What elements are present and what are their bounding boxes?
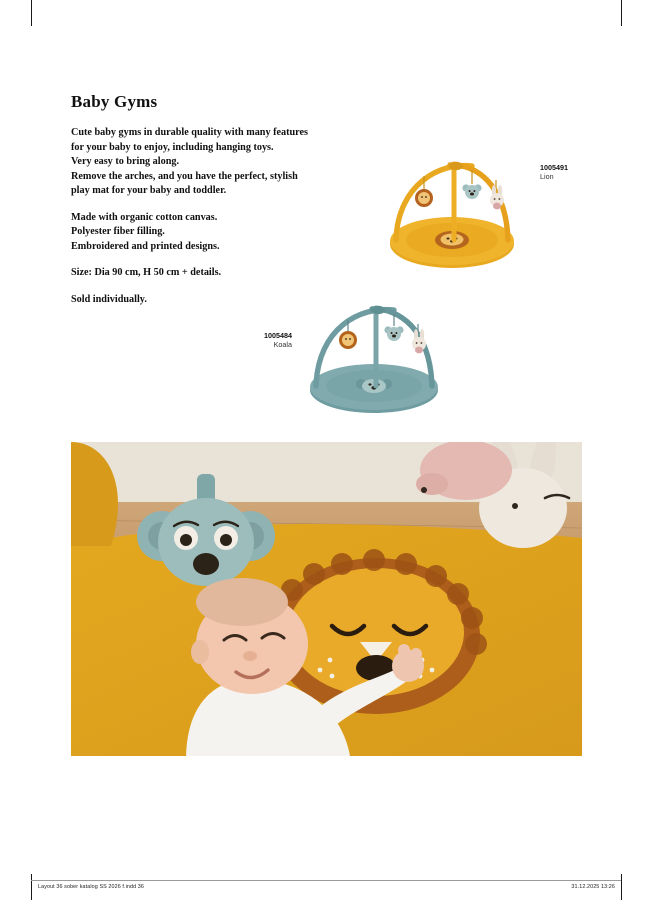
page-title: Baby Gyms (71, 92, 158, 111)
body-copy (71, 126, 341, 307)
product-name-lion: Lion (540, 172, 554, 181)
materials-line-3: Embroidered and printed designs. (71, 240, 220, 252)
product-image-lion (380, 140, 530, 280)
intro-line-2: for your baby to enjoy, including hanging toys. (71, 141, 274, 153)
product-caption-lion (540, 163, 568, 181)
materials-paragraph (71, 211, 341, 255)
crop-mark-bottom-left (31, 874, 32, 900)
footer-file-info: Layout 36 sober katalog SS 2026 f.indd 36 (38, 884, 144, 890)
materials-line-2: Polyester fiber filling. (71, 226, 165, 237)
photo-illustration (71, 442, 582, 756)
intro-line-1: Cute baby gyms in durable quality with many features (71, 127, 308, 138)
footer-divider (31, 880, 621, 881)
intro-line-3: Very easy to bring along. (71, 156, 180, 167)
intro-line-4: Remove the arches, and you have the perfect, stylish (71, 170, 298, 182)
koala-gym-illustration (298, 286, 458, 418)
crop-mark-bottom-right (621, 874, 622, 900)
product-caption-koala (196, 331, 292, 349)
intro-paragraph (71, 126, 341, 199)
product-image-koala (298, 286, 458, 418)
intro-line-5: play mat for your baby and toddler. (71, 185, 227, 196)
sold-line: Sold individually. (71, 293, 147, 305)
crop-mark-top-left (31, 0, 32, 26)
product-sku-koala: 1005484 (264, 331, 292, 340)
lifestyle-photo (71, 442, 582, 756)
product-name-koala: Koala (273, 340, 292, 349)
size-paragraph (71, 266, 341, 281)
footer-timestamp: 31.12.2025 13:26 (571, 884, 615, 890)
lion-gym-illustration (380, 140, 530, 280)
product-sku-lion: 1005491 (540, 163, 568, 172)
materials-line-1: Made with organic cotton canvas. (71, 211, 218, 223)
crop-mark-top-right (621, 0, 622, 26)
size-line: Size: Dia 90 cm, H 50 cm + details. (71, 267, 222, 278)
